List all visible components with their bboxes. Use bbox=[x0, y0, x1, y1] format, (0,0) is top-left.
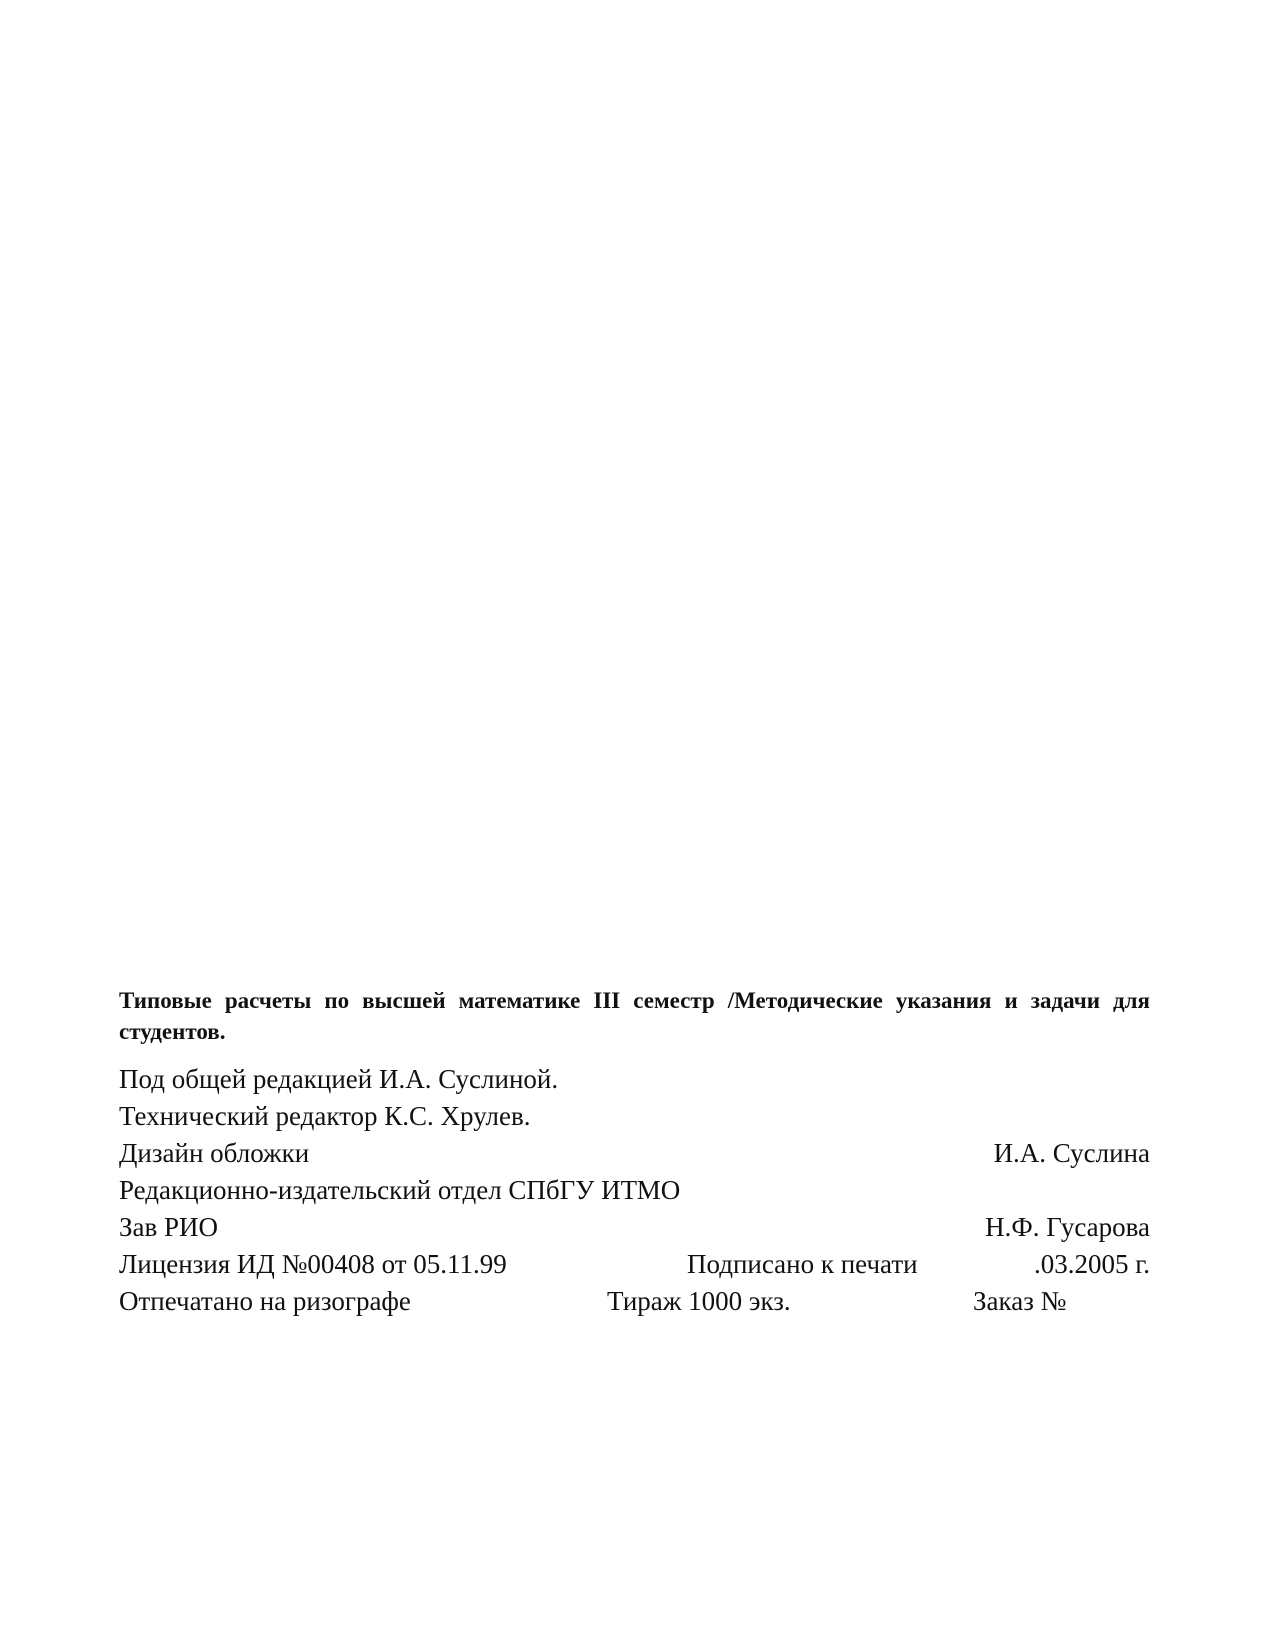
circulation: Тираж 1000 экз. bbox=[607, 1286, 791, 1316]
rio-head-label: Зав РИО bbox=[119, 1212, 219, 1242]
imprint-block bbox=[119, 985, 1150, 1320]
technical-editor-line: Технический редактор К.С. Хрулев. bbox=[119, 1101, 531, 1131]
printed-on: Отпечатано на ризографе bbox=[119, 1286, 411, 1316]
general-editor-line: Под общей редакцией И.А. Суслиной. bbox=[119, 1064, 559, 1094]
cover-design-name: И.А. Суслина bbox=[993, 1138, 1150, 1168]
cover-design-label: Дизайн обложки bbox=[119, 1138, 310, 1168]
publisher-department-line: Редакционно-издательский отдел СПбГУ ИТМО bbox=[119, 1175, 681, 1205]
signed-date: .03.2005 г. bbox=[1033, 1249, 1150, 1279]
signed-label: Подписано к печати bbox=[687, 1249, 918, 1279]
print-info-line bbox=[119, 1283, 1150, 1320]
license-text: Лицензия ИД №00408 от 05.11.99 bbox=[119, 1249, 507, 1279]
cover-design-line bbox=[119, 1135, 1150, 1172]
order-number-label: Заказ № bbox=[973, 1286, 1067, 1316]
book-title: Типовые расчеты по высшей математике III семестр /Методические указания и задачи для студентов. bbox=[119, 988, 1150, 1044]
license-line bbox=[119, 1246, 1150, 1283]
rio-head-line bbox=[119, 1209, 1150, 1246]
rio-head-name: Н.Ф. Гусарова bbox=[985, 1212, 1150, 1242]
